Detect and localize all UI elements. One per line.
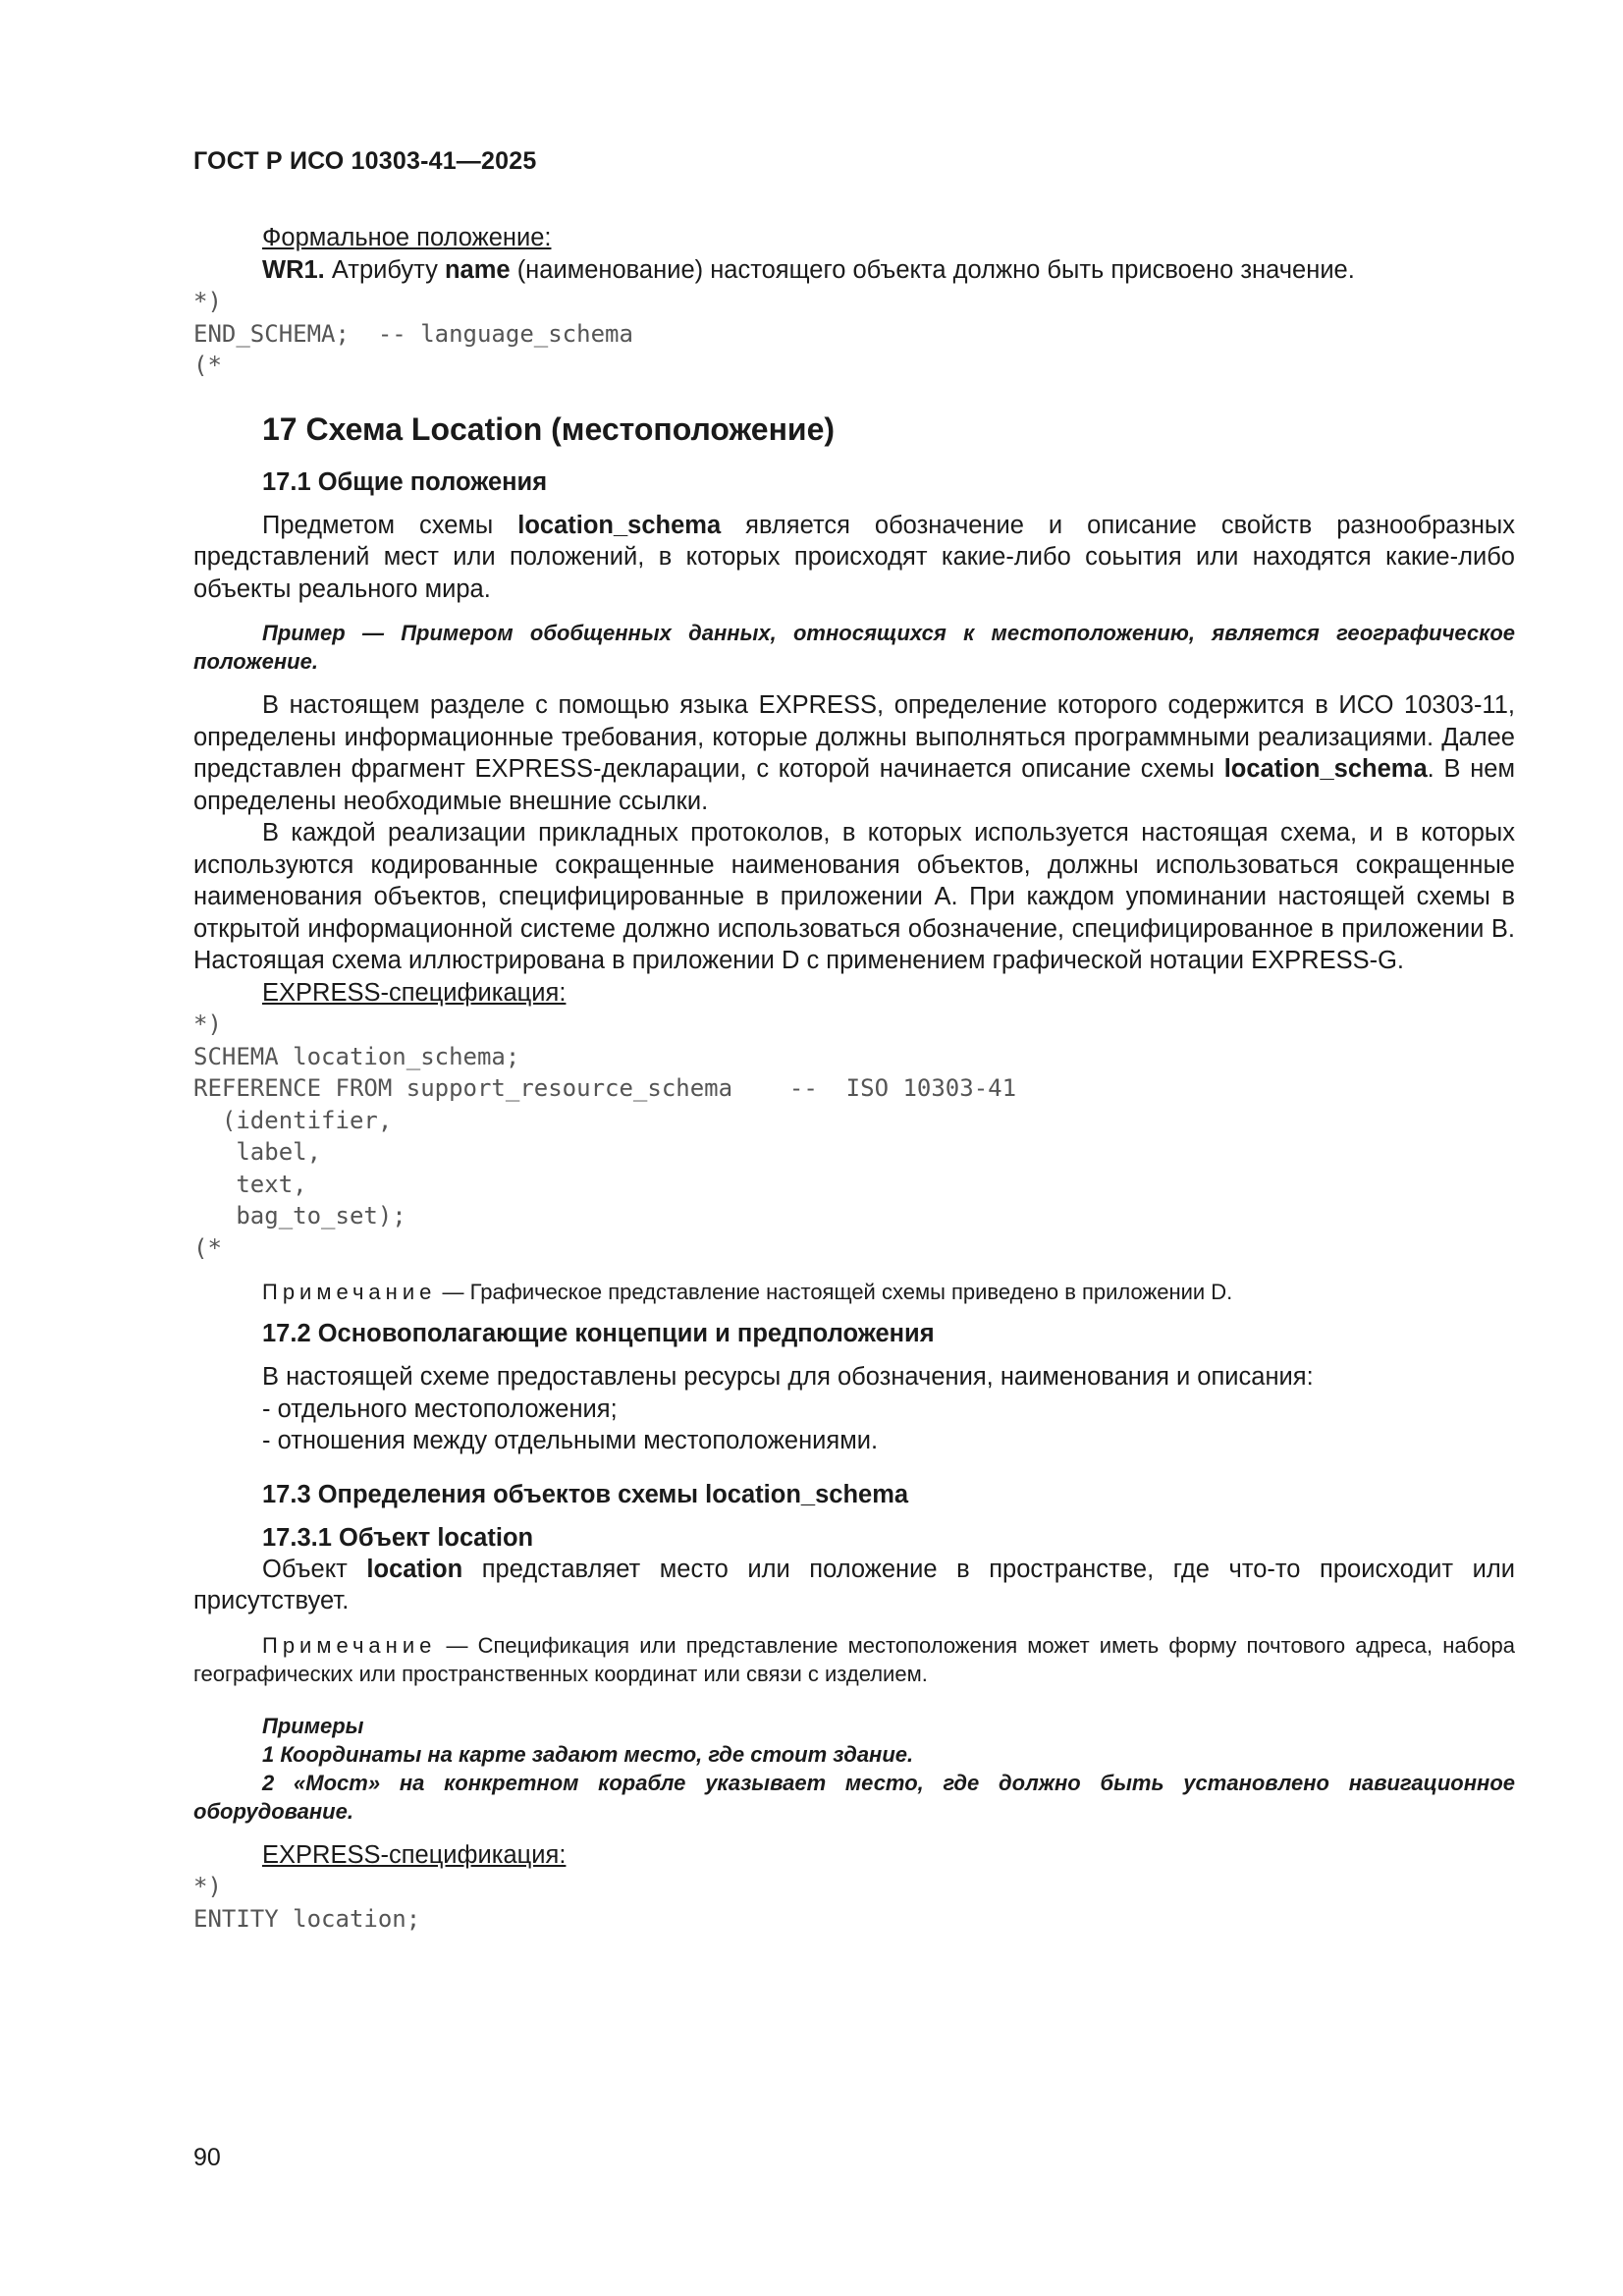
list-item: - отдельного местоположения; (262, 1394, 618, 1423)
examples-title: Примеры (262, 1713, 364, 1738)
express-spec-label: EXPRESS-спецификация: (262, 978, 567, 1007)
section-17-3-1-title: 17.3.1 Объект location (262, 1523, 534, 1552)
document-header: ГОСТ Р ИСО 10303-41—2025 (193, 147, 537, 175)
paragraph-location-schema-purpose: Предметом схемы location_schema является обозначение и описание свойств разнообразных представлений мест или положений, в которых происходят какие-либо соьытия или находятся какие-либо объекты реального мира. (193, 511, 1515, 603)
code-block-end-schema: *) END_SCHEMA; -- language_schema (* (193, 288, 633, 379)
note-graphical-representation: Примечание — Графическое представление настоящей схемы приведено в приложении D. (262, 1280, 1233, 1304)
code-block-entity: *) ENTITY location; (193, 1873, 421, 1933)
example-geographic: Пример — Примером обобщенных данных, относящихся к местоположению, является географическое положение. (193, 621, 1515, 674)
section-17-2-intro: В настоящей схеме предоставлены ресурсы для обозначения, наименования и описания: (262, 1363, 1314, 1391)
paragraph-express-intro: В настоящем разделе с помощью языка EXPRESS, определение которого содержится в ИСО 10303-11, определены информационные требования, которые должны выполняться программными реализациями. Далее представлен фрагмент EXPRESS-декларации, с которой начинается описание схемы location_schema. В нем определены необходимые внешние ссылки. (193, 691, 1516, 815)
formal-statement-label: Формальное положение: (262, 224, 552, 251)
paragraph-implementations: В каждой реализации прикладных протоколов, в которых используется настоящая схема, и в которых используются кодированные сокращенные наименования объектов, должны использоваться сокращенные наименования объектов, специфицированные в приложении А. При каждом упоминании настоящей схемы в открытой информационной системе должно использоваться обозначение, специфицированное в приложении В. Настоящая схема иллюстрирована в приложении D с применением графической нотации EXPRESS-G. (193, 819, 1515, 974)
list-item: - отношения между отдельными местоположениями. (262, 1427, 879, 1454)
section-17-title: 17 Схема Location (местоположение) (262, 410, 836, 447)
note-location-specification: Примечание — Спецификация или представление местоположения может иметь форму почтового адреса, набора географических или пространственных координат или связи с изделием. (193, 1632, 1515, 1686)
section-17-2-title: 17.2 Основополагающие концепции и предположения (262, 1320, 935, 1347)
express-spec-label-2: EXPRESS-спецификация: (262, 1840, 567, 1869)
example-item: 1 Координаты на карте задают место, где стоит здание. (262, 1741, 914, 1767)
section-17-3-title: 17.3 Определения объектов схемы location_schema (262, 1480, 909, 1508)
wr1-rule: WR1. Атрибуту name (наименование) настоящего объекта должно быть присвоено значение. (262, 255, 1355, 284)
section-17-1-title: 17.1 Общие положения (262, 467, 548, 496)
page-content (193, 222, 1515, 1935)
examples-block (193, 1712, 1515, 1826)
paragraph-location-entity: Объект location представляет место или положение в пространстве, где что-то происходит или присутствует. (193, 1555, 1516, 1614)
code-block-schema: *) SCHEMA location_schema; REFERENCE FROM support_resource_schema -- ISO 10303-41 (identifier, label, text, bag_to_set); (* (193, 1011, 1017, 1262)
page-number: 90 (193, 2144, 221, 2171)
example-item: 2 «Мост» на конкретном корабле указывает место, где должно быть установлено навигационное оборудование. (193, 1770, 1515, 1824)
